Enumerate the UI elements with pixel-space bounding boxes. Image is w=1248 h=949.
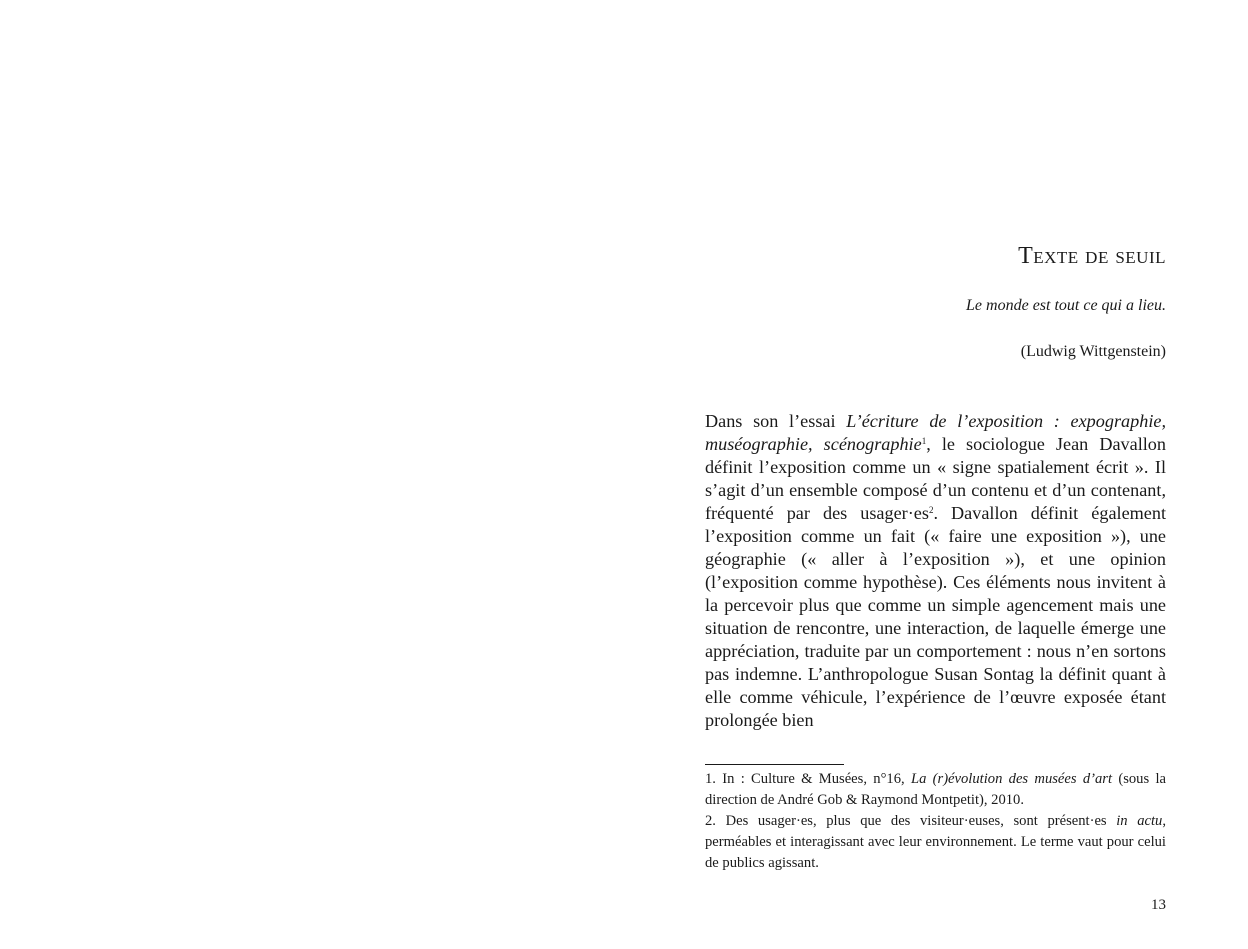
body-intro: Dans son l’essai xyxy=(705,411,847,431)
footnote-1-suffix: (sous la direction de André Gob & Raymond Montpetit), 2010. xyxy=(705,771,1166,808)
section-title: Texte de seuil xyxy=(1018,243,1166,269)
essay-title: L’écriture de l’exposition : expographie, muséographie, scénographie xyxy=(705,411,1166,454)
epigraph-author: (Ludwig Wittgenstein) xyxy=(1020,343,1166,360)
footnote-1-prefix: 1. In : Culture & Musées, n°16, xyxy=(705,771,911,787)
footnote-2 xyxy=(705,811,1166,874)
right-page xyxy=(705,0,1166,949)
epigraph-quote: Le monde est tout ce qui a lieu. xyxy=(966,297,1166,314)
body-text-a: , le sociologue Jean Davallon définit l’exposition comme un « signe spatialement écrit ». Il s’agit d’un ensemble composé d’un contenu et d’un contenant, fréquenté par des usager·es xyxy=(705,434,1166,523)
footnote-divider xyxy=(705,764,844,765)
body-text-b: . Davallon définit également l’exposition comme un fait (« faire une exposition »), une géographie (« aller à l’exposition »), et une opinion (l’exposition comme hypothèse). Ces éléments nous invitent à la percevoir plus que comme un simple agencement mais une situation de rencontre, une interaction, de laquelle émerge une appréciation, traduite par un comportement : nous n’en sortons pas indemne. L’anthropologue Susan Sontag la définit quant à elle comme véhicule, l’expérience de l’œuvre exposée étant prolongée bien xyxy=(705,503,1167,730)
footnote-1 xyxy=(705,769,1166,811)
page-number: 13 xyxy=(1151,897,1166,913)
footnote-2-italic: in actu xyxy=(1116,813,1163,829)
footnote-ref-1[interactable]: 1 xyxy=(921,436,927,446)
body-paragraph xyxy=(705,410,1166,732)
footnote-1-title: La (r)évolution des musées d’art xyxy=(910,771,1113,787)
footnote-2-suffix: , perméables et interagissant avec leur environnement. Le terme vaut pour celui de publics agissant. xyxy=(705,813,1166,871)
footnotes xyxy=(705,769,1166,874)
footnote-ref-2[interactable]: 2 xyxy=(928,505,934,515)
footnote-2-prefix: 2. Des usager·es, plus que des visiteur·euses, sont présent·es xyxy=(705,813,1117,829)
